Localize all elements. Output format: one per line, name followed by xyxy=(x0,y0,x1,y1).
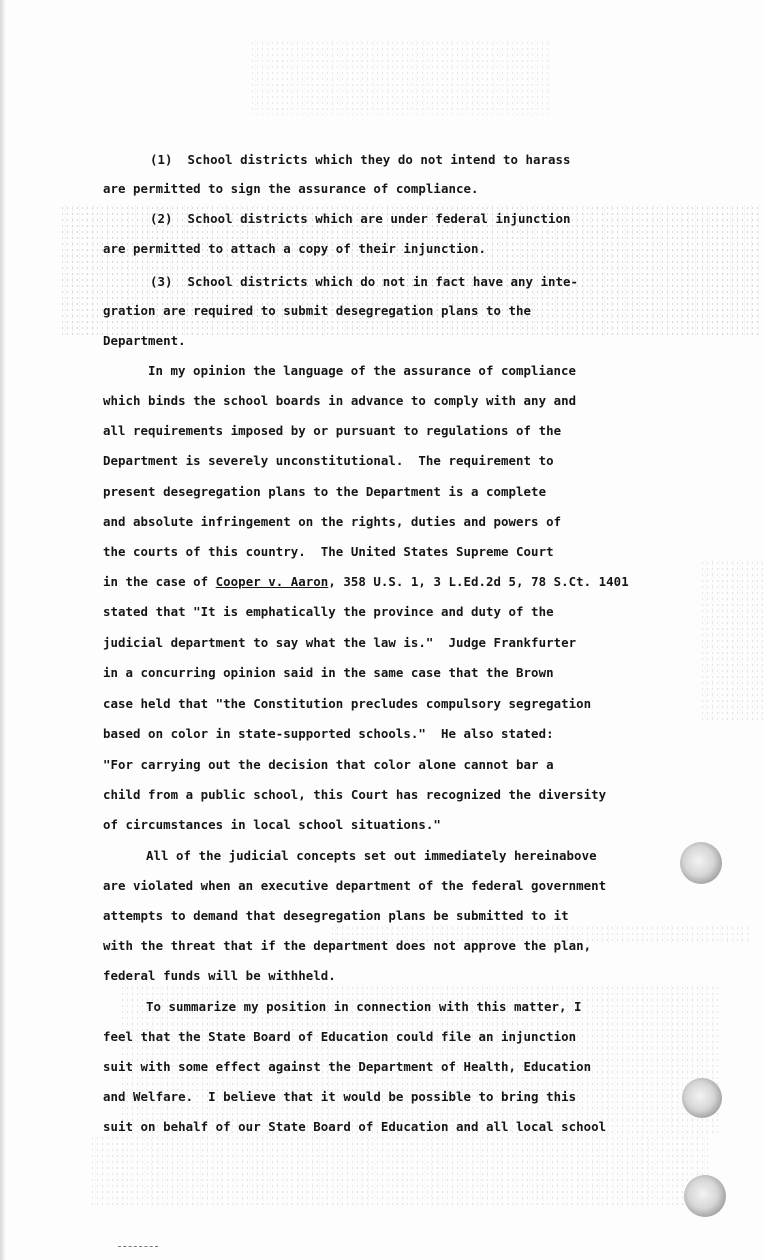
citation-prefix: in the case of xyxy=(103,574,216,589)
text-line: the courts of this country. The United States Supreme Court xyxy=(103,544,554,559)
text-line-citation xyxy=(103,574,629,590)
text-line: feel that the State Board of Education could file an injunction xyxy=(103,1029,577,1044)
text-line: which binds the school boards in advance to comply with any and xyxy=(103,393,577,408)
case-name: Cooper v. Aaron xyxy=(215,574,329,589)
text-line: are permitted to sign the assurance of compliance. xyxy=(103,181,479,196)
text-line: (3) School districts which do not in fact have any inte- xyxy=(150,274,579,289)
text-line: gration are required to submit desegregation plans to the xyxy=(103,303,532,318)
punch-hole-middle xyxy=(682,1078,722,1118)
text-line: federal funds will be withheld. xyxy=(103,968,336,983)
text-line: Department is severely unconstitutional. The requirement to xyxy=(103,453,554,468)
punch-hole-top xyxy=(680,842,722,884)
text-line: of circumstances in local school situations." xyxy=(103,817,441,832)
scan-noise-top xyxy=(250,40,550,115)
text-line: judicial department to say what the law is." Judge Frankfurter xyxy=(103,635,577,650)
text-line: To summarize my position in connection with this matter, I xyxy=(146,999,582,1014)
text-line: present desegregation plans to the Department is a complete xyxy=(103,484,547,499)
text-line: child from a public school, this Court has recognized the diversity xyxy=(103,787,607,802)
text-line: "For carrying out the decision that color alone cannot bar a xyxy=(103,757,554,772)
text-line: (1) School districts which they do not intend to harass xyxy=(150,152,571,167)
text-line: all requirements imposed by or pursuant to regulations of the xyxy=(103,423,562,438)
text-line: case held that "the Constitution precludes compulsory segregation xyxy=(103,696,592,711)
text-line: Department. xyxy=(103,333,186,348)
text-line: In my opinion the language of the assurance of compliance xyxy=(148,363,577,378)
text-line: attempts to demand that desegregation plans be submitted to it xyxy=(103,908,569,923)
text-line: and Welfare. I believe that it would be possible to bring this xyxy=(103,1089,577,1104)
scan-mark xyxy=(118,1246,158,1248)
text-line: with the threat that if the department does not approve the plan, xyxy=(103,938,592,953)
punch-hole-bottom xyxy=(684,1175,726,1217)
text-line: suit on behalf of our State Board of Education and all local school xyxy=(103,1119,607,1134)
text-line: are permitted to attach a copy of their injunction. xyxy=(103,241,486,256)
text-line: stated that "It is emphatically the province and duty of the xyxy=(103,604,554,619)
scan-noise-bottom xyxy=(90,1135,710,1205)
text-line: and absolute infringement on the rights, duties and powers of xyxy=(103,514,562,529)
text-line: (2) School districts which are under federal injunction xyxy=(150,211,571,226)
citation-suffix: , 358 U.S. 1, 3 L.Ed.2d 5, 78 S.Ct. 1401 xyxy=(328,574,629,589)
text-line: suit with some effect against the Department of Health, Education xyxy=(103,1059,592,1074)
text-line: in a concurring opinion said in the same case that the Brown xyxy=(103,665,554,680)
text-line: All of the judicial concepts set out immediately hereinabove xyxy=(146,848,597,863)
scan-noise-right xyxy=(700,560,763,720)
text-line: based on color in state-supported schools." He also stated: xyxy=(103,726,554,741)
scan-edge xyxy=(0,0,6,1260)
text-line: are violated when an executive department of the federal government xyxy=(103,878,607,893)
